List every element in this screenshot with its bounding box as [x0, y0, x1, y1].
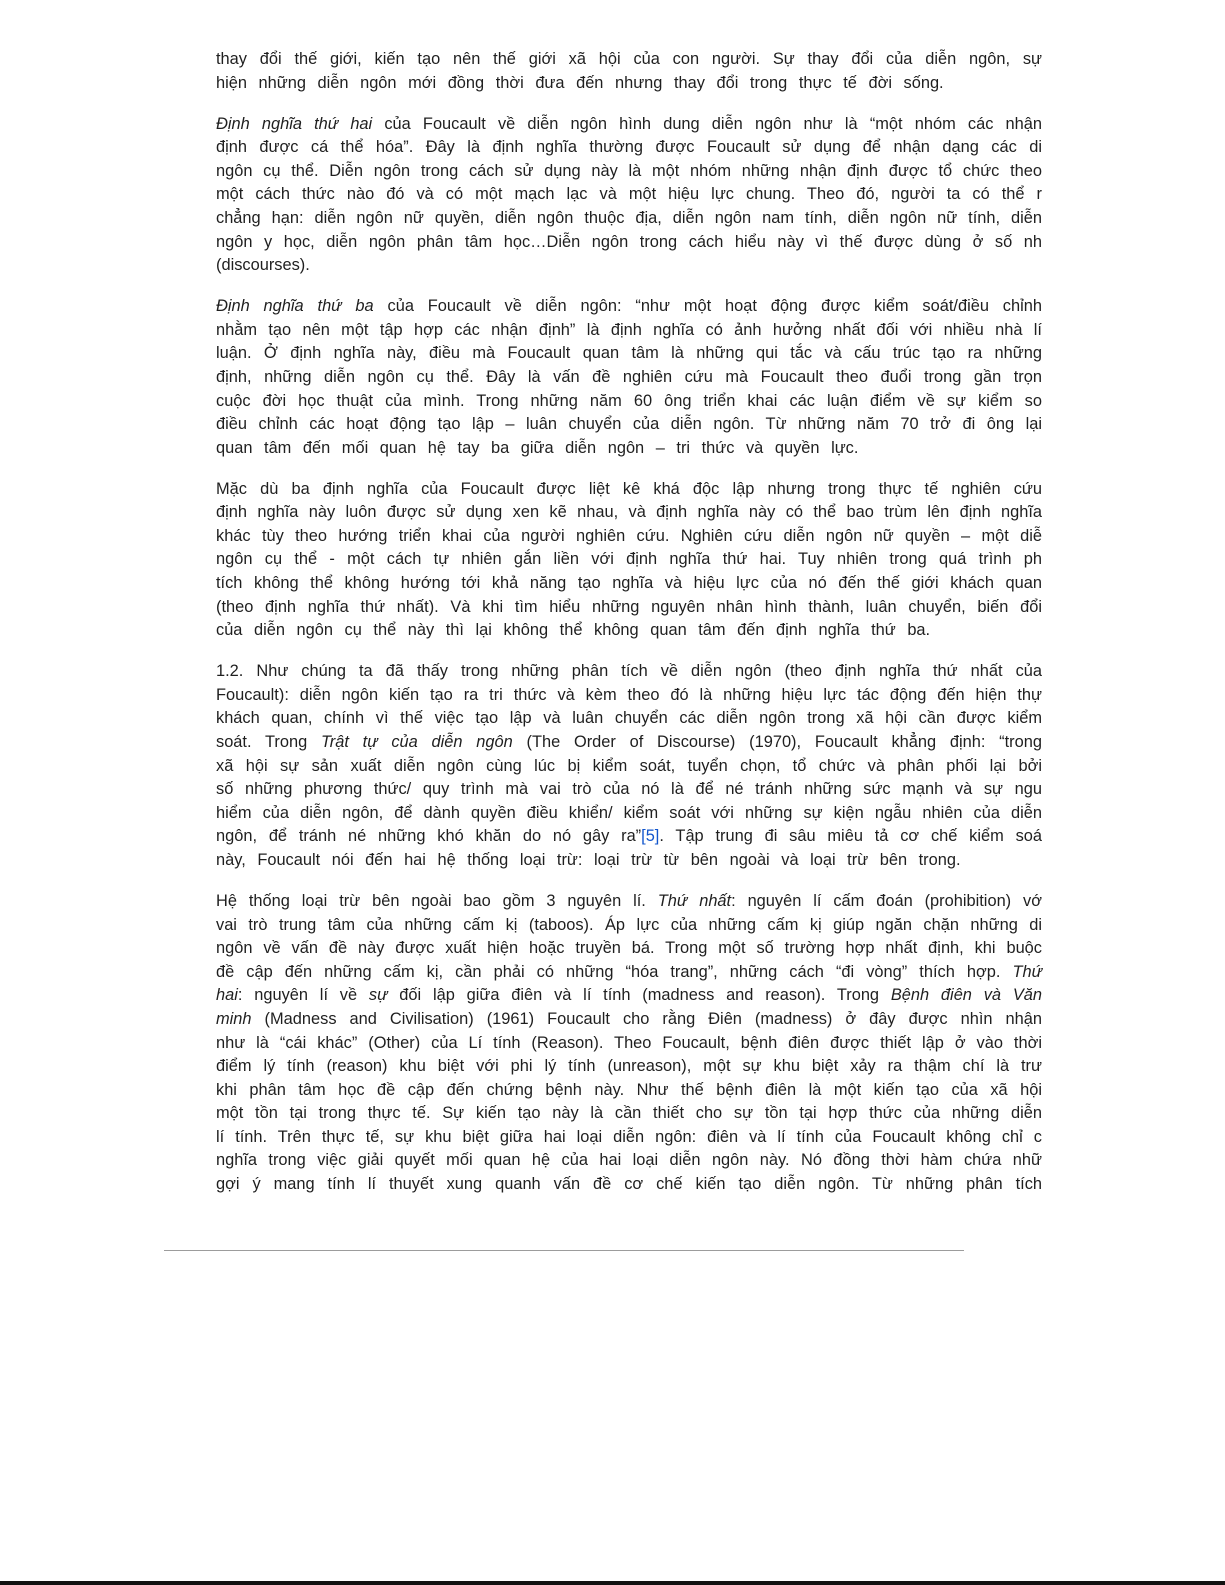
text-line	[216, 914, 1042, 938]
text-line	[216, 849, 1042, 873]
text-line	[216, 207, 1042, 231]
text-run: nhằm tạo nên một tập hợp các nhận định” là định nghĩa có ảnh hưởng nhất đối với nhiều nhà lí	[216, 320, 1042, 339]
italic-text: Trật tự của diễn ngôn	[320, 733, 513, 751]
text-line	[216, 1055, 1042, 1079]
text-line	[216, 390, 1042, 414]
text-run: hiện những diễn ngôn mới đồng thời đưa đến nhưng thay đổi trong thực tế đời sống.	[216, 73, 944, 92]
italic-text: Bệnh điên và Văn	[890, 986, 1042, 1005]
text-line	[216, 755, 1042, 779]
text-run: : nguyên lí về	[237, 986, 369, 1005]
text-line	[216, 961, 1042, 985]
text-run: một tồn tại trong thực tế. Sự kiến tạo này là cần thiết cho sự tồn tại hợp thức của những diễn	[216, 1104, 1042, 1123]
text-line	[216, 1079, 1042, 1103]
text-line	[216, 231, 1042, 255]
text-line	[216, 937, 1042, 961]
text-line	[216, 1032, 1042, 1056]
paragraph	[216, 48, 1050, 95]
document-body	[216, 48, 1050, 1214]
italic-text: Thứ nhất	[657, 891, 732, 910]
paragraph	[216, 478, 1050, 643]
text-run: Hệ thống loại trừ bên ngoài bao gồm 3 nguyên lí.	[216, 891, 658, 910]
text-line	[216, 596, 1042, 620]
footnote-link[interactable]: [5]	[641, 827, 660, 846]
italic-text: Thứ	[1012, 962, 1042, 981]
text-run: (discourses).	[216, 256, 310, 275]
text-line	[216, 342, 1042, 366]
text-run: định nghĩa này luôn được sử dụng xen kẽ nhau, và định nghĩa này có thể bao trùm lên định nghĩa	[216, 503, 1042, 522]
text-run: (theo định nghĩa thứ nhất). Và khi tìm hiểu những nguyên nhân hình thành, luân chuyển, biến đổi	[216, 597, 1042, 616]
text-run: điểm lý tính (reason) khu biệt với phi lý tính (unreason), một sự khu biệt xảy ra thậm chí là trư	[216, 1057, 1042, 1076]
paragraph	[216, 295, 1050, 460]
text-run: luận. Ở định nghĩa này, điều mà Foucault quan tâm là những qui tắc và cấu trúc tạo ra những	[216, 344, 1042, 363]
text-run: 1.2. Như chúng ta đã thấy trong những phân tích về diễn ngôn (theo định nghĩa thứ nhất của	[216, 662, 1042, 681]
text-line	[216, 778, 1042, 802]
text-run: ngôn cụ thể - một cách tự nhiên gắn liền với định nghĩa thứ hai. Tuy nhiên trong quá trình ph	[216, 550, 1042, 569]
text-run: của Foucault về diễn ngôn: “như một hoạt động được kiểm soát/điều chỉnh	[373, 297, 1042, 316]
text-line	[216, 684, 1042, 708]
text-line	[216, 1173, 1042, 1197]
text-run: Foucault): diễn ngôn kiến tạo ra tri thức và kèm theo đó là những hiệu lực tác động đến hiện thự	[216, 685, 1042, 704]
text-run: khách quan, chính vì thế việc tạo lập và luân chuyển các diễn ngôn trong xã hội cần được kiểm	[216, 709, 1042, 728]
text-run: của Foucault về diễn ngôn hình dung diễn ngôn như là “một nhóm các nhận	[372, 114, 1043, 133]
italic-text: Định nghĩa thứ hai	[216, 114, 373, 133]
text-run: định, những diễn ngôn cụ thể. Đây là vấn đề nghiên cứu mà Foucault theo đuổi trong gần trọn	[216, 367, 1042, 386]
text-run: khác tùy theo hướng triển khai của người nghiên cứu. Nghiên cứu diễn ngôn nữ quyền – một diễ	[216, 526, 1042, 545]
text-line	[216, 254, 1042, 278]
text-run: (The Order of Discourse) (1970), Foucault khẳng định: “trong	[512, 733, 1042, 751]
text-run: (Madness and Civilisation) (1961) Foucault cho rằng Điên (madness) ở đây được nhìn nhận	[251, 1009, 1042, 1028]
text-line	[216, 1008, 1042, 1032]
text-line	[216, 525, 1042, 549]
text-run: này, Foucault nói đến hai hệ thống loại trừ: loại trừ từ bên ngoài và loại trừ bên trong.	[216, 850, 961, 869]
paragraph	[216, 660, 1050, 872]
text-run: soát. Trong	[216, 733, 321, 751]
text-line	[216, 1149, 1042, 1173]
text-line	[216, 731, 1042, 755]
text-line	[216, 707, 1042, 731]
text-run: khi phân tâm học đề cập đến chứng bệnh này. Như thế bệnh điên là một kiến tạo của xã hội	[216, 1080, 1042, 1099]
text-line	[216, 501, 1042, 525]
text-line	[216, 183, 1042, 207]
text-run: cuộc đời học thuật của mình. Trong những năm 60 ông triển khai các luận điểm về sự kiểm so	[216, 391, 1042, 410]
text-run: đề cập đến những cấm kị, cần phải có những “hóa trang”, những cách “đi vòng” thích hợp.	[216, 962, 1013, 981]
text-run: số những phương thức/ quy trình mà vai trò của nó là để né tránh những sức mạnh và sự ngu	[216, 780, 1042, 799]
text-run: gợi ý mang tính lí thuyết xung quanh vấn đề cơ chế kiến tạo diễn ngôn. Từ những phân tích	[216, 1175, 1042, 1194]
text-run: điều chỉnh các hoạt động tạo lập – luân chuyển của diễn ngôn. Từ những năm 70 trở đi ông lại	[216, 415, 1042, 434]
text-run: ngôn y học, diễn ngôn phân tâm học…Diễn ngôn trong cách hiểu này vì thế được dùng ở số nh	[216, 232, 1042, 251]
text-run: đối lập giữa điên và lí tính (madness and reason). Trong	[387, 986, 891, 1005]
text-line	[216, 802, 1042, 826]
text-run: Mặc dù ba định nghĩa của Foucault được liệt kê khá độc lập nhưng trong thực tế nghiên cứu	[216, 479, 1042, 498]
text-run: tích không thể không hướng tới khả năng tạo nghĩa và hiệu lực của nó đến thế giới khách quan	[216, 574, 1042, 593]
text-run: một cách thức nào đó và có một mạch lạc và một hiệu lực chung. Theo đó, người ta có thể r	[216, 185, 1042, 204]
text-run: ngôn, để tránh né những khó khăn do nó gây ra”	[216, 827, 642, 846]
page-bottom-edge	[0, 1581, 1225, 1585]
text-run: xã hội sự sản xuất diễn ngôn cùng lúc bị kiểm soát, tuyển chọn, tổ chức và phân phối lại bởi	[216, 756, 1042, 775]
text-line	[216, 572, 1042, 596]
text-run: của diễn ngôn cụ thể này thì lại không thể không quan tâm đến định nghĩa thứ ba.	[216, 621, 931, 640]
text-run: quan tâm đến mối quan hệ tay ba giữa diễn ngôn – tri thức và quyền lực.	[216, 438, 859, 457]
text-line	[216, 160, 1042, 184]
text-line	[216, 295, 1042, 319]
text-run: nghĩa trong việc giải quyết mối quan hệ của hai loại diễn ngôn này. Nó đồng thời hàm chứa nhữ	[216, 1151, 1042, 1170]
paragraph	[216, 113, 1050, 278]
text-run: hiểm của diễn ngôn, để dành quyền điều khiển/ kiểm soát với những sự kiện ngẫu nhiên của diễn	[216, 803, 1042, 822]
text-line	[216, 890, 1042, 914]
text-run: chẳng hạn: diễn ngôn nữ quyền, diễn ngôn thuộc địa, diễn ngôn nam tính, diễn ngôn nữ tính, diễn	[216, 208, 1042, 227]
text-run: ngôn cụ thể. Diễn ngôn trong cách sử dụng này là một nhóm những nhận định được tổ chức theo	[216, 161, 1042, 180]
text-line	[216, 48, 1042, 72]
text-line	[216, 113, 1042, 137]
text-line	[216, 437, 1042, 461]
text-line	[216, 319, 1042, 343]
text-line	[216, 72, 1042, 96]
text-line	[216, 413, 1042, 437]
text-line	[216, 136, 1042, 160]
italic-text: Định nghĩa thứ ba	[216, 297, 374, 316]
text-run: định được cá thể hóa”. Đây là định nghĩa thường được Foucault sử dụng để nhận dạng các di	[216, 138, 1042, 157]
paragraph	[216, 890, 1050, 1197]
text-line	[216, 366, 1042, 390]
footnote-separator	[164, 1250, 964, 1251]
text-line	[216, 478, 1042, 502]
text-run: . Tập trung đi sâu miêu tả cơ chế kiểm soá	[659, 827, 1042, 846]
text-run: : nguyên lí cấm đoán (prohibition) vớ	[731, 891, 1042, 910]
text-run: ngôn về vấn đề này được xuất hiện hoặc truyền bá. Trong một số trường hợp nhất định, khi buộc	[216, 939, 1042, 958]
italic-text: minh	[216, 1009, 252, 1028]
text-line	[216, 1126, 1042, 1150]
text-line	[216, 660, 1042, 684]
text-run: thay đổi thế giới, kiến tạo nên thế giới xã hội của con người. Sự thay đổi của diễn ngôn, sự	[216, 50, 1042, 68]
text-line	[216, 619, 1042, 643]
text-line	[216, 548, 1042, 572]
text-line	[216, 825, 1042, 849]
text-line	[216, 984, 1042, 1008]
text-line	[216, 1102, 1042, 1126]
text-run: vai trò trung tâm của những cấm kị (taboos). Áp lực của những cấm kị giúp ngăn chặn những di	[216, 915, 1042, 934]
italic-text: sự	[368, 986, 388, 1005]
text-run: như là “cái khác” (Other) của Lí tính (Reason). Theo Foucault, bệnh điên được thiết lập ở vào thời	[216, 1033, 1042, 1052]
text-run: lí tính. Trên thực tế, sự khu biệt giữa hai loại diễn ngôn: điên và lí tính của Foucault không chỉ c	[216, 1127, 1042, 1146]
italic-text: hai	[216, 986, 238, 1005]
